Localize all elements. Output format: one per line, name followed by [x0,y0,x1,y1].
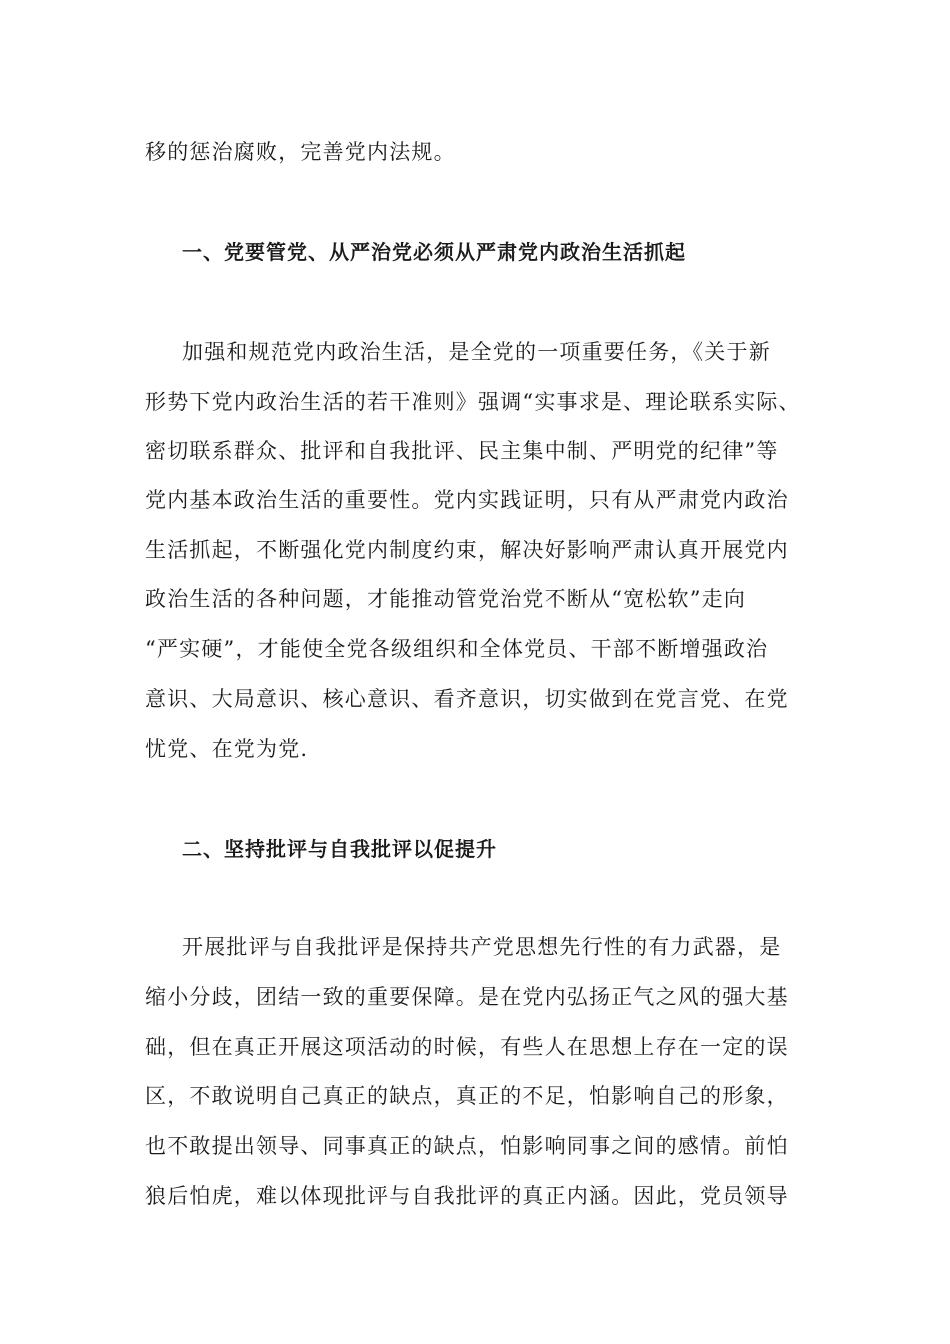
paragraph-line: 缩小分歧，团结一致的重要保障。是在党内弘扬正气之风的强大基 [145,985,789,1009]
paragraph-line: 狼后怕虎，难以体现批评与自我批评的真正内涵。因此，党员领导 [145,1184,789,1208]
paragraph-line: 意识、大局意识、核心意识、看齐意识，切实做到在党言党、在党 [145,687,789,711]
paragraph-line: 区，不敢说明自己真正的缺点，真正的不足，怕影响自己的形象， [145,1084,789,1108]
paragraph-line-intro: 移的惩治腐败，完善党内法规。 [145,140,456,164]
section-heading-1: 一、党要管党、从严治党必须从严肃党内政治生活抓起 [182,240,686,264]
section-heading-2: 二、坚持批评与自我批评以促提升 [182,837,497,861]
paragraph-line: 加强和规范党内政治生活，是全党的一项重要任务，《关于新 [182,340,771,364]
paragraph-line: 党内基本政治生活的重要性。党内实践证明，只有从严肃党内政治 [145,488,789,512]
paragraph-line: 生活抓起，不断强化党内制度约束，解决好影响严肃认真开展党内 [145,538,789,562]
paragraph-line: 政治生活的各种问题，才能推动管党治党不断从“宽松软”走向 [145,587,747,611]
paragraph-line: 形势下党内政治生活的若干准则》强调“实事求是、理论联系实际、 [145,390,801,414]
paragraph-line: 忧党、在党为党. [145,737,309,761]
paragraph-line: 也不敢提出领导、同事真正的缺点，怕影响同事之间的感情。前怕 [145,1134,789,1158]
paragraph-line: “严实硬”，才能使全党各级组织和全体党员、干部不断增强政治 [145,637,769,661]
paragraph-line: 密切联系群众、批评和自我批评、民主集中制、严明党的纪律”等 [145,439,779,463]
paragraph-line: 开展批评与自我批评是保持共产党思想先行性的有力武器，是 [182,935,782,959]
paragraph-line: 础，但在真正开展这项活动的时候，有些人在思想上存在一定的误 [145,1035,789,1059]
